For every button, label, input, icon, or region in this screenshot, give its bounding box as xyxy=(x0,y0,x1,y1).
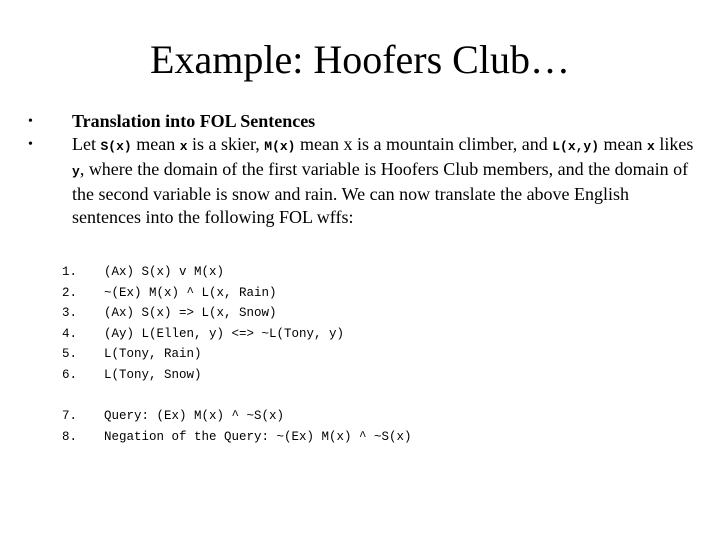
formula-row xyxy=(62,262,412,283)
bullet-dot-icon: • xyxy=(28,137,33,152)
definition-text-3: is a skier, xyxy=(187,134,265,154)
predicate-s: S(x) xyxy=(100,139,132,154)
query-number: 8. xyxy=(62,429,78,444)
predicate-l: L(x,y) xyxy=(552,139,600,154)
query-text: Query: (Ex) M(x) ^ ~S(x) xyxy=(104,409,285,423)
bullet-heading-text: Translation into FOL Sentences xyxy=(72,111,316,131)
bullet-item-definitions xyxy=(22,133,702,229)
list-spacer xyxy=(62,385,412,406)
formula-row xyxy=(62,344,412,365)
query-text: Negation of the Query: ~(Ex) M(x) ^ ~S(x) xyxy=(104,429,412,444)
formula-row xyxy=(62,283,412,304)
formula-number: 6. xyxy=(62,367,78,382)
formula-number: 3. xyxy=(62,306,78,320)
formula-row xyxy=(62,365,412,386)
query-row xyxy=(62,427,412,448)
formula-number: 4. xyxy=(62,326,78,341)
formula-row xyxy=(62,324,412,345)
bullet-item-heading xyxy=(22,110,702,133)
formula-number: 5. xyxy=(62,347,78,361)
query-number: 7. xyxy=(62,409,78,423)
bullet-list xyxy=(22,110,702,229)
definition-text-1: Let xyxy=(72,134,101,154)
definition-text-5: mean xyxy=(599,134,648,154)
variable-y: y xyxy=(72,164,80,179)
fol-formula-list xyxy=(62,262,412,447)
variable-x-2: x xyxy=(647,139,655,154)
definition-text-7: , where the domain of the first variable is Hoofers Club members, and the domain of the second variable is snow and rain. We can now translate the above English sentences into the following FOL wffs: xyxy=(72,159,689,227)
formula-text: (Ax) S(x) => L(x, Snow) xyxy=(104,306,277,320)
formula-number: 2. xyxy=(62,285,78,300)
formula-number: 1. xyxy=(62,265,78,279)
formula-text: ~(Ex) M(x) ^ L(x, Rain) xyxy=(104,285,277,300)
definition-text-2: mean xyxy=(131,134,180,154)
formula-row xyxy=(62,303,412,324)
formula-text: L(Tony, Rain) xyxy=(104,347,202,361)
formula-text: (Ax) S(x) v M(x) xyxy=(104,265,225,279)
bullet-dot-icon: • xyxy=(28,114,33,129)
query-row xyxy=(62,406,412,427)
formula-text: L(Tony, Snow) xyxy=(104,367,202,382)
predicate-m: M(x) xyxy=(264,139,296,154)
variable-x: x xyxy=(179,139,188,154)
definition-text-6: likes xyxy=(654,134,694,154)
definition-text-4: mean x is a mountain climber, and xyxy=(295,134,553,154)
formula-text: (Ay) L(Ellen, y) <=> ~L(Tony, y) xyxy=(104,326,345,341)
slide-title: Example: Hoofers Club… xyxy=(150,37,570,82)
